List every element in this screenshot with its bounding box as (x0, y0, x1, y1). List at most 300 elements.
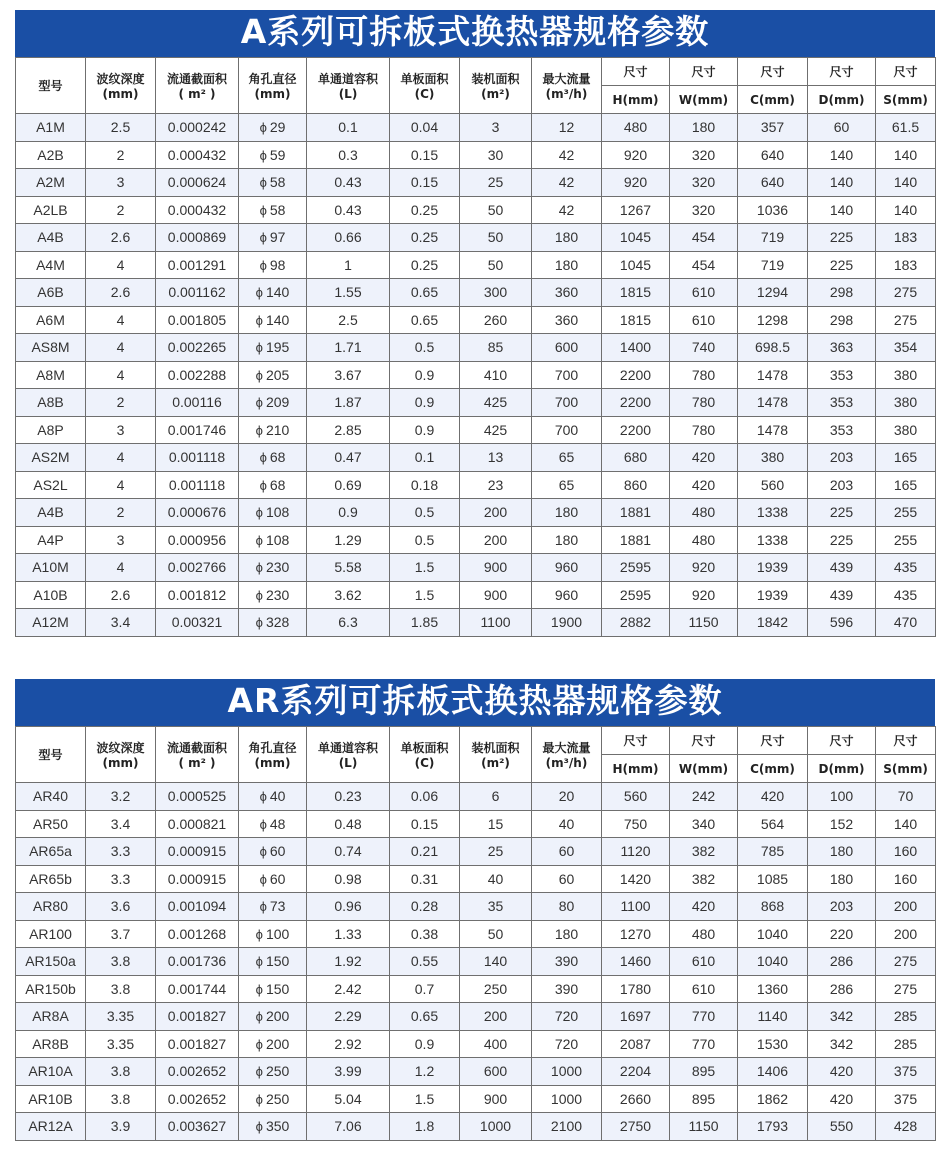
header-install-line-2: (m²) (481, 87, 510, 101)
table-cell: 286 (808, 948, 876, 976)
table-cell: 60 (532, 865, 602, 893)
table-cell: 0.43 (307, 196, 390, 224)
table-cell: 0.15 (390, 141, 460, 169)
table-cell: 180 (532, 526, 602, 554)
table-cell: 3.62 (307, 581, 390, 609)
table-cell: 1040 (738, 948, 808, 976)
ar-series-header (16, 727, 936, 783)
header-area-line-2: ( m² ) (178, 756, 216, 770)
table-cell: 1036 (738, 196, 808, 224)
table-cell: 900 (460, 1085, 532, 1113)
table-cell: 225 (808, 526, 876, 554)
port-diameter-cell: ϕ 230 (239, 581, 307, 609)
header-depth-line-2: (mm) (102, 756, 139, 770)
header-size-label: 尺寸 (602, 58, 670, 86)
table-cell: 960 (532, 581, 602, 609)
table-cell: 255 (876, 526, 936, 554)
header-dim-3: D(mm) (808, 755, 876, 783)
table-cell: 1478 (738, 389, 808, 417)
table-cell: 25 (460, 169, 532, 197)
table-cell: 1.29 (307, 526, 390, 554)
table-row (16, 114, 936, 142)
table-cell: 640 (738, 141, 808, 169)
table-cell: 2595 (602, 554, 670, 582)
table-cell: 435 (876, 581, 936, 609)
header-size-label: 尺寸 (738, 58, 808, 86)
table-cell: 70 (876, 783, 936, 811)
table-cell: 610 (670, 279, 738, 307)
table-cell: 0.001268 (156, 920, 239, 948)
table-cell: 480 (670, 920, 738, 948)
table-cell: 380 (876, 416, 936, 444)
table-cell: 4 (86, 471, 156, 499)
header-area (156, 58, 239, 114)
table-row (16, 416, 936, 444)
table-row (16, 499, 936, 527)
header-install-line-2: (m²) (481, 756, 510, 770)
header-dim-1: W(mm) (670, 755, 738, 783)
table-cell: 275 (876, 975, 936, 1003)
header-model: 型号 (16, 58, 86, 114)
table-cell: 285 (876, 1003, 936, 1031)
table-cell: 242 (670, 783, 738, 811)
table-row (16, 389, 936, 417)
table-cell: 140 (876, 141, 936, 169)
table-cell: 3.7 (86, 920, 156, 948)
table-cell: 340 (670, 810, 738, 838)
table-cell: 0.00116 (156, 389, 239, 417)
table-row (16, 141, 936, 169)
table-cell: 180 (532, 920, 602, 948)
table-cell: 1100 (460, 609, 532, 637)
table-cell: 700 (532, 361, 602, 389)
header-model: 型号 (16, 727, 86, 783)
table-cell: 0.000869 (156, 224, 239, 252)
table-cell: 13 (460, 444, 532, 472)
table-cell: 0.000676 (156, 499, 239, 527)
table-cell: 1040 (738, 920, 808, 948)
table-cell: 6 (460, 783, 532, 811)
table-cell: 180 (532, 251, 602, 279)
table-cell: 375 (876, 1058, 936, 1086)
table-cell: 2.6 (86, 581, 156, 609)
table-cell: 0.66 (307, 224, 390, 252)
table-cell: 0.003627 (156, 1113, 239, 1141)
model-cell: AR10B (16, 1085, 86, 1113)
table-cell: 200 (460, 526, 532, 554)
table-cell: 1 (307, 251, 390, 279)
port-diameter-cell: ϕ 200 (239, 1030, 307, 1058)
table-cell: 0.3 (307, 141, 390, 169)
table-cell: 140 (876, 196, 936, 224)
table-cell: 920 (670, 581, 738, 609)
table-row (16, 1085, 936, 1113)
port-diameter-cell: ϕ 58 (239, 196, 307, 224)
model-cell: AS2L (16, 471, 86, 499)
header-plate (390, 727, 460, 783)
table-cell: 160 (876, 865, 936, 893)
table-cell: 140 (808, 196, 876, 224)
port-diameter-cell: ϕ 48 (239, 810, 307, 838)
table-cell: 3.2 (86, 783, 156, 811)
table-cell: 255 (876, 499, 936, 527)
table-row (16, 554, 936, 582)
table-cell: 200 (876, 920, 936, 948)
table-cell: 225 (808, 224, 876, 252)
header-port-line-1: 角孔直径 (248, 741, 297, 755)
table-cell: 220 (808, 920, 876, 948)
table-cell: 200 (876, 893, 936, 921)
table-cell: 0.001827 (156, 1003, 239, 1031)
header-size-label: 尺寸 (808, 58, 876, 86)
table-cell: 0.43 (307, 169, 390, 197)
port-diameter-cell: ϕ 40 (239, 783, 307, 811)
table-cell: 610 (670, 306, 738, 334)
table-cell: 439 (808, 554, 876, 582)
table-cell: 2.6 (86, 279, 156, 307)
header-port (239, 58, 307, 114)
model-cell: AR8A (16, 1003, 86, 1031)
table-cell: 1000 (460, 1113, 532, 1141)
table-cell: 298 (808, 279, 876, 307)
table-cell: 895 (670, 1058, 738, 1086)
table-row (16, 1113, 936, 1141)
table-cell: 0.5 (390, 499, 460, 527)
table-cell: 0.000915 (156, 838, 239, 866)
table-cell: 1881 (602, 499, 670, 527)
table-cell: 0.000432 (156, 196, 239, 224)
model-cell: A4M (16, 251, 86, 279)
table-cell: 0.001812 (156, 581, 239, 609)
table-cell: 5.04 (307, 1085, 390, 1113)
a-series-section (15, 10, 935, 637)
model-cell: AR40 (16, 783, 86, 811)
header-flow-line-2: (m³/h) (545, 87, 588, 101)
table-cell: 3 (460, 114, 532, 142)
model-cell: AR12A (16, 1113, 86, 1141)
table-cell: 298 (808, 306, 876, 334)
table-cell: 152 (808, 810, 876, 838)
table-cell: 2200 (602, 416, 670, 444)
table-cell: 1267 (602, 196, 670, 224)
table-cell: 0.001118 (156, 444, 239, 472)
header-size-label: 尺寸 (876, 727, 936, 755)
port-diameter-cell: ϕ 97 (239, 224, 307, 252)
table-cell: 1045 (602, 251, 670, 279)
table-cell: 0.000624 (156, 169, 239, 197)
header-depth (86, 58, 156, 114)
table-cell: 3.67 (307, 361, 390, 389)
table-cell: 420 (808, 1058, 876, 1086)
table-cell: 2 (86, 196, 156, 224)
table-cell: 3.8 (86, 1058, 156, 1086)
table-cell: 0.001746 (156, 416, 239, 444)
table-cell: 0.002652 (156, 1058, 239, 1086)
header-port-line-1: 角孔直径 (248, 72, 297, 86)
table-cell: 680 (602, 444, 670, 472)
header-dim-0: H(mm) (602, 86, 670, 114)
table-cell: 780 (670, 416, 738, 444)
table-cell: 140 (808, 141, 876, 169)
header-plate-line-2: (C) (414, 87, 435, 101)
table-cell: 225 (808, 499, 876, 527)
table-cell: 140 (808, 169, 876, 197)
header-plate (390, 58, 460, 114)
table-cell: 2595 (602, 581, 670, 609)
model-cell: AR65a (16, 838, 86, 866)
table-cell: 2882 (602, 609, 670, 637)
table-cell: 0.96 (307, 893, 390, 921)
table-cell: 960 (532, 554, 602, 582)
table-cell: 480 (602, 114, 670, 142)
table-row (16, 334, 936, 362)
table-row (16, 279, 936, 307)
header-plate-line-1: 单板面积 (400, 72, 449, 86)
header-depth (86, 727, 156, 783)
table-cell: 260 (460, 306, 532, 334)
port-diameter-cell: ϕ 29 (239, 114, 307, 142)
table-cell: 1842 (738, 609, 808, 637)
table-cell: 2200 (602, 361, 670, 389)
table-cell: 357 (738, 114, 808, 142)
table-cell: 42 (532, 141, 602, 169)
table-cell: 0.1 (390, 444, 460, 472)
table-cell: 0.002766 (156, 554, 239, 582)
table-cell: 0.23 (307, 783, 390, 811)
table-cell: 920 (602, 141, 670, 169)
table-cell: 2.5 (307, 306, 390, 334)
table-cell: 2.85 (307, 416, 390, 444)
port-diameter-cell: ϕ 250 (239, 1058, 307, 1086)
table-row (16, 783, 936, 811)
table-cell: 420 (738, 783, 808, 811)
table-cell: 390 (532, 948, 602, 976)
table-row (16, 444, 936, 472)
table-cell: 0.47 (307, 444, 390, 472)
table-cell: 770 (670, 1030, 738, 1058)
table-cell: 275 (876, 306, 936, 334)
table-cell: 342 (808, 1003, 876, 1031)
table-cell: 410 (460, 361, 532, 389)
table-row (16, 893, 936, 921)
table-cell: 425 (460, 389, 532, 417)
ar-series-title: AR系列可拆板式换热器规格参数 (15, 679, 935, 726)
table-cell: 600 (460, 1058, 532, 1086)
table-cell: 4 (86, 306, 156, 334)
port-diameter-cell: ϕ 195 (239, 334, 307, 362)
header-flow-line-1: 最大流量 (542, 741, 591, 755)
header-install-line-1: 装机面积 (471, 741, 520, 755)
header-size-label: 尺寸 (808, 727, 876, 755)
table-cell: 85 (460, 334, 532, 362)
table-cell: 0.001162 (156, 279, 239, 307)
header-volume (307, 58, 390, 114)
table-cell: 3.9 (86, 1113, 156, 1141)
table-cell: 1400 (602, 334, 670, 362)
port-diameter-cell: ϕ 60 (239, 838, 307, 866)
table-cell: 470 (876, 609, 936, 637)
table-cell: 720 (532, 1030, 602, 1058)
table-cell: 0.25 (390, 224, 460, 252)
header-volume-line-1: 单通道容积 (317, 72, 378, 86)
table-cell: 0.000956 (156, 526, 239, 554)
table-cell: 1120 (602, 838, 670, 866)
table-cell: 200 (460, 499, 532, 527)
table-row (16, 224, 936, 252)
table-cell: 0.69 (307, 471, 390, 499)
table-cell: 1000 (532, 1058, 602, 1086)
table-cell: 250 (460, 975, 532, 1003)
table-cell: 1793 (738, 1113, 808, 1141)
table-cell: 0.25 (390, 251, 460, 279)
table-cell: 2204 (602, 1058, 670, 1086)
table-cell: 50 (460, 224, 532, 252)
table-cell: 0.001744 (156, 975, 239, 1003)
model-cell: AR10A (16, 1058, 86, 1086)
ar-series-table (15, 726, 936, 1141)
table-cell: 80 (532, 893, 602, 921)
table-row (16, 169, 936, 197)
table-cell: 1270 (602, 920, 670, 948)
table-cell: 5.58 (307, 554, 390, 582)
model-cell: AR150a (16, 948, 86, 976)
table-cell: 0.002652 (156, 1085, 239, 1113)
table-cell: 1.87 (307, 389, 390, 417)
a-series-body (16, 114, 936, 637)
port-diameter-cell: ϕ 108 (239, 526, 307, 554)
table-cell: 0.000432 (156, 141, 239, 169)
model-cell: AR150b (16, 975, 86, 1003)
table-cell: 0.9 (390, 361, 460, 389)
table-cell: 0.001827 (156, 1030, 239, 1058)
table-cell: 1.33 (307, 920, 390, 948)
table-cell: 286 (808, 975, 876, 1003)
table-cell: 140 (876, 169, 936, 197)
header-volume (307, 727, 390, 783)
header-size-label: 尺寸 (876, 58, 936, 86)
ar-series-body (16, 783, 936, 1141)
table-cell: 180 (670, 114, 738, 142)
model-cell: A2LB (16, 196, 86, 224)
table-cell: 1881 (602, 526, 670, 554)
table-cell: 2100 (532, 1113, 602, 1141)
header-dim-2: C(mm) (738, 755, 808, 783)
port-diameter-cell: ϕ 60 (239, 865, 307, 893)
table-cell: 420 (670, 893, 738, 921)
a-series-header (16, 58, 936, 114)
model-cell: A2M (16, 169, 86, 197)
table-cell: 868 (738, 893, 808, 921)
table-cell: 920 (670, 554, 738, 582)
table-cell: 7.06 (307, 1113, 390, 1141)
table-cell: 1697 (602, 1003, 670, 1031)
table-cell: 0.000821 (156, 810, 239, 838)
table-cell: 380 (876, 361, 936, 389)
table-cell: 275 (876, 948, 936, 976)
port-diameter-cell: ϕ 140 (239, 306, 307, 334)
table-cell: 2750 (602, 1113, 670, 1141)
table-cell: 1939 (738, 554, 808, 582)
table-cell: 0.000242 (156, 114, 239, 142)
table-cell: 895 (670, 1085, 738, 1113)
table-cell: 480 (670, 499, 738, 527)
table-cell: 435 (876, 554, 936, 582)
table-cell: 1.5 (390, 1085, 460, 1113)
table-cell: 65 (532, 471, 602, 499)
table-row (16, 471, 936, 499)
table-cell: 180 (532, 499, 602, 527)
table-cell: 920 (602, 169, 670, 197)
table-row (16, 581, 936, 609)
table-row (16, 306, 936, 334)
table-cell: 1478 (738, 361, 808, 389)
table-cell: 320 (670, 141, 738, 169)
table-cell: 1150 (670, 609, 738, 637)
table-cell: 0.65 (390, 279, 460, 307)
model-cell: A2B (16, 141, 86, 169)
table-cell: 1000 (532, 1085, 602, 1113)
header-install (460, 58, 532, 114)
table-cell: 4 (86, 361, 156, 389)
model-cell: A8B (16, 389, 86, 417)
table-cell: 1338 (738, 526, 808, 554)
table-cell: 0.001736 (156, 948, 239, 976)
table-cell: 0.000525 (156, 783, 239, 811)
table-cell: 740 (670, 334, 738, 362)
table-cell: 3 (86, 416, 156, 444)
table-cell: 1530 (738, 1030, 808, 1058)
table-cell: 390 (532, 975, 602, 1003)
table-cell: 1.85 (390, 609, 460, 637)
header-install (460, 727, 532, 783)
table-cell: 3.6 (86, 893, 156, 921)
ar-series-section (15, 679, 935, 1141)
header-port-line-2: (mm) (254, 87, 291, 101)
port-diameter-cell: ϕ 58 (239, 169, 307, 197)
port-diameter-cell: ϕ 209 (239, 389, 307, 417)
table-cell: 780 (670, 361, 738, 389)
header-plate-line-2: (C) (414, 756, 435, 770)
port-diameter-cell: ϕ 98 (239, 251, 307, 279)
table-cell: 360 (532, 306, 602, 334)
table-row (16, 609, 936, 637)
table-cell: 0.98 (307, 865, 390, 893)
table-cell: 780 (670, 389, 738, 417)
table-row (16, 838, 936, 866)
table-cell: 165 (876, 471, 936, 499)
header-size-label: 尺寸 (602, 727, 670, 755)
table-cell: 425 (460, 416, 532, 444)
table-cell: 0.000915 (156, 865, 239, 893)
table-cell: 1.71 (307, 334, 390, 362)
table-cell: 60 (808, 114, 876, 142)
port-diameter-cell: ϕ 73 (239, 893, 307, 921)
table-cell: 2 (86, 141, 156, 169)
table-cell: 3.4 (86, 810, 156, 838)
table-cell: 1140 (738, 1003, 808, 1031)
table-cell: 3.35 (86, 1003, 156, 1031)
table-cell: 1862 (738, 1085, 808, 1113)
table-cell: 61.5 (876, 114, 936, 142)
table-cell: 60 (532, 838, 602, 866)
port-diameter-cell: ϕ 68 (239, 444, 307, 472)
table-cell: 0.5 (390, 334, 460, 362)
port-diameter-cell: ϕ 350 (239, 1113, 307, 1141)
table-cell: 0.06 (390, 783, 460, 811)
table-cell: 275 (876, 279, 936, 307)
table-cell: 420 (808, 1085, 876, 1113)
table-cell: 420 (670, 444, 738, 472)
